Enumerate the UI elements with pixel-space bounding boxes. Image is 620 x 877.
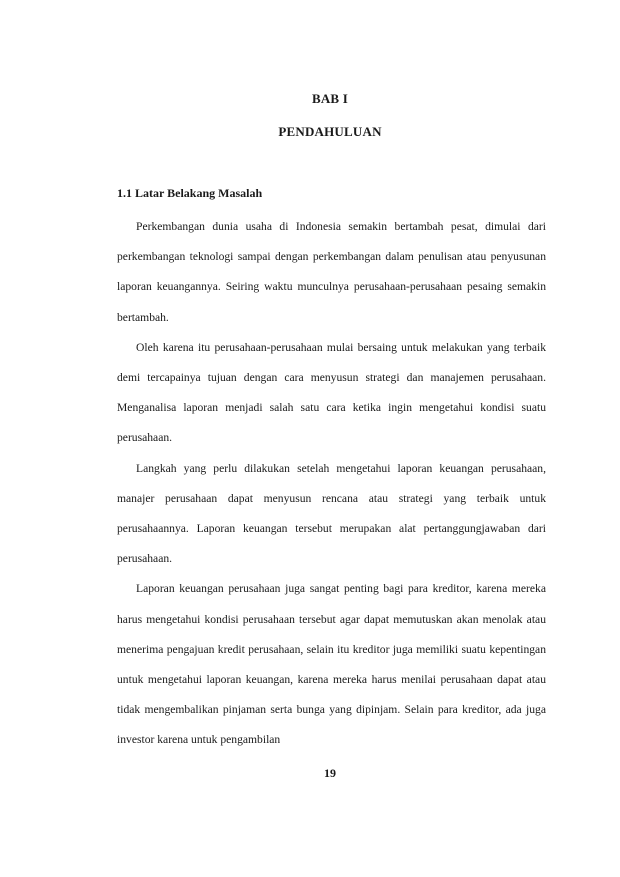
paragraph: Laporan keuangan perusahaan juga sangat penting bagi para kreditor, karena mereka harus mengetahui kondisi perusahaan tersebut agar dapat memutuskan akan menolak atau menerima pengajuan kredit perusahaan, selain itu kreditor juga memiliki suatu kepentingan untuk mengetahui laporan keuangan, karena mereka harus menilai perusahaan dapat atau tidak mengembalikan pinjaman serta bunga yang dipinjam. Selain para kreditor, ada juga investor karena untuk pengambilan <box>117 582 546 747</box>
section-heading: 1.1 Latar Belakang Masalah <box>117 186 263 200</box>
paragraph: Oleh karena itu perusahaan-perusahaan mulai bersaing untuk melakukan yang terbaik demi tercapainya tujuan dengan cara menyusun strategi dan manajemen perusahaan. Menganalisa laporan menjadi salah satu cara ketika ingin mengetahui kondisi suatu perusahaan. <box>117 340 546 445</box>
body-text <box>117 212 546 756</box>
chapter-label: BAB I <box>311 91 349 106</box>
paragraph: Perkembangan dunia usaha di Indonesia semakin bertambah pesat, dimulai dari perkembangan teknologi sampai dengan perkembangan dalam penulisan atau penyusunan laporan keuangannya. Seiring waktu munculnya perusahaan-perusahaan pesaing semakin bertambah. <box>117 220 546 324</box>
chapter-title: PENDAHULUAN <box>278 124 382 139</box>
page-number: 19 <box>324 766 336 780</box>
paragraph: Langkah yang perlu dilakukan setelah mengetahui laporan keuangan perusahaan, manajer perusahaan dapat menyusun rencana atau strategi yang terbaik untuk perusahaannya. Laporan keuangan tersebut merupakan alat pertanggungjawaban dari perusahaan. <box>117 461 546 566</box>
